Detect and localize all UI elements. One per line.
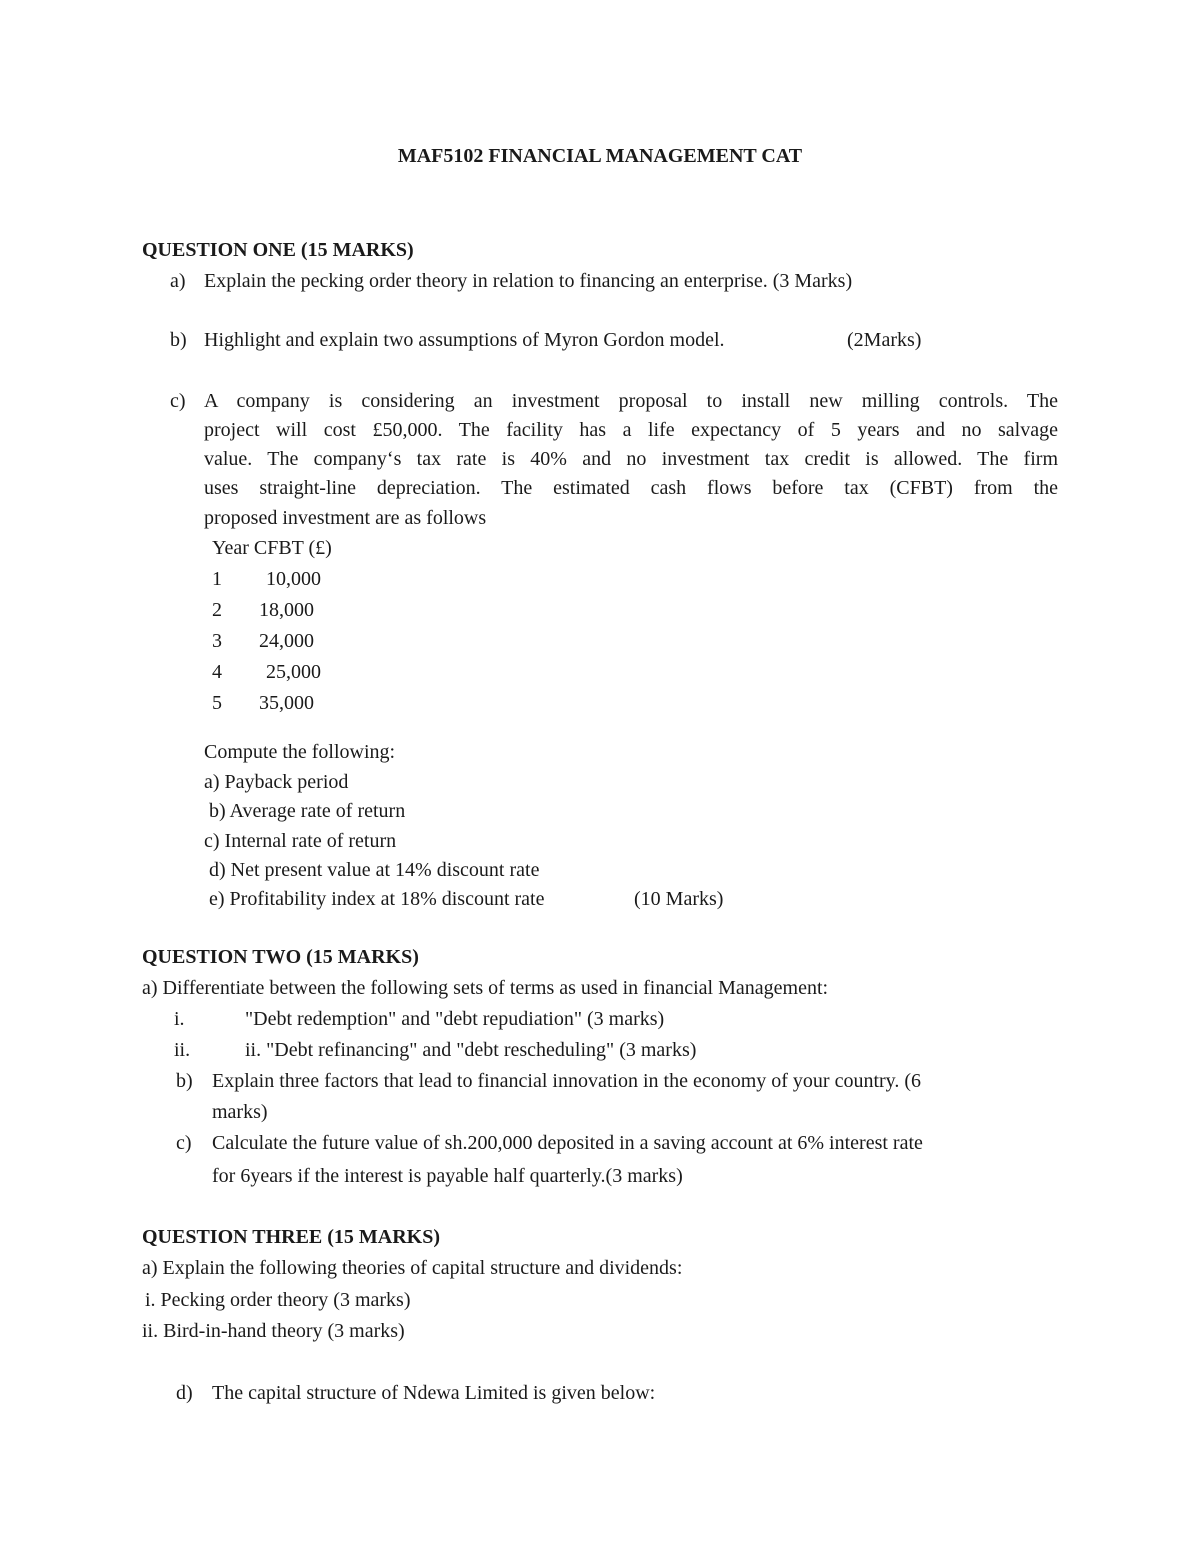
q2-c-line-2: for 6years if the interest is payable half quarterly.(3 marks) xyxy=(212,1165,683,1187)
q1-b-marker: b) xyxy=(170,329,187,351)
question-two-heading: QUESTION TWO (15 MARKS) xyxy=(142,946,419,968)
q1-c-line-1: A company is considering an investment proposal to install new milling controls. The xyxy=(204,390,1058,412)
q2-c-line-1: Calculate the future value of sh.200,000 deposited in a saving account at 6% interest rate xyxy=(212,1132,923,1154)
q2-c-marker: c) xyxy=(176,1132,192,1154)
cfbt-value: 18,000 xyxy=(259,599,314,621)
q1-b-marks: (2Marks) xyxy=(847,329,922,351)
q3-a-text: a) Explain the following theories of capital structure and dividends: xyxy=(142,1257,683,1279)
q1-c-marker: c) xyxy=(170,390,186,412)
q3-d-marker: d) xyxy=(176,1382,193,1404)
cfbt-value: 10,000 xyxy=(266,568,321,590)
q3-a-item: i. Pecking order theory (3 marks) xyxy=(145,1289,411,1311)
q2-b-line-1: Explain three factors that lead to financial innovation in the economy of your country. (6 xyxy=(212,1070,922,1092)
q2-a-ii-text: ii. "Debt refinancing" and "debt rescheduling" (3 marks) xyxy=(245,1039,697,1061)
compute-item: a) Payback period xyxy=(204,771,349,793)
q2-a-i-marker: i. xyxy=(174,1008,185,1030)
cfbt-value: 25,000 xyxy=(266,661,321,683)
q3-a-item: ii. Bird-in-hand theory (3 marks) xyxy=(142,1320,405,1342)
cfbt-value: 24,000 xyxy=(259,630,314,652)
q3-d-text: The capital structure of Ndewa Limited is given below: xyxy=(212,1382,656,1404)
q2-a-text: a) Differentiate between the following sets of terms as used in financial Management: xyxy=(142,977,829,999)
question-three-heading: QUESTION THREE (15 MARKS) xyxy=(142,1226,441,1248)
cfbt-year: 3 xyxy=(212,630,222,652)
compute-item: e) Profitability index at 18% discount rate xyxy=(209,888,545,910)
q1-c-line-3: value. The company‘s tax rate is 40% and no investment tax credit is allowed. The firm xyxy=(204,448,1058,470)
q1-a-marker: a) xyxy=(170,270,186,292)
cfbt-year: 1 xyxy=(212,568,222,590)
q2-b-marker: b) xyxy=(176,1070,193,1092)
q1-c-line-4: uses straight-line depreciation. The estimated cash flows before tax (CFBT) from the xyxy=(204,477,1058,499)
compute-item: b) Average rate of return xyxy=(209,800,406,822)
question-one-heading: QUESTION ONE (15 MARKS) xyxy=(142,239,414,261)
cfbt-table-header: Year CFBT (£) xyxy=(212,537,332,559)
q2-a-i-text: "Debt redemption" and "debt repudiation" (3 marks) xyxy=(245,1008,665,1030)
q1-b-text: Highlight and explain two assumptions of Myron Gordon model. xyxy=(204,329,725,351)
cfbt-year: 5 xyxy=(212,692,222,714)
cfbt-value: 35,000 xyxy=(259,692,314,714)
cfbt-year: 2 xyxy=(212,599,222,621)
document-title: MAF5102 FINANCIAL MANAGEMENT CAT xyxy=(397,145,803,167)
compute-item: c) Internal rate of return xyxy=(204,830,397,852)
q2-a-ii-marker: ii. xyxy=(174,1039,191,1061)
cfbt-year: 4 xyxy=(212,661,222,683)
q1-a-text: Explain the pecking order theory in relation to financing an enterprise. (3 Marks) xyxy=(204,270,853,292)
q2-b-line-2: marks) xyxy=(212,1101,268,1123)
q1-c-marks: (10 Marks) xyxy=(634,888,724,910)
compute-item: d) Net present value at 14% discount rate xyxy=(209,859,540,881)
q1-c-line-2: project will cost £50,000. The facility has a life expectancy of 5 years and no salvage xyxy=(204,419,1058,441)
compute-intro: Compute the following: xyxy=(204,741,396,763)
q1-c-line-5: proposed investment are as follows xyxy=(204,507,487,529)
